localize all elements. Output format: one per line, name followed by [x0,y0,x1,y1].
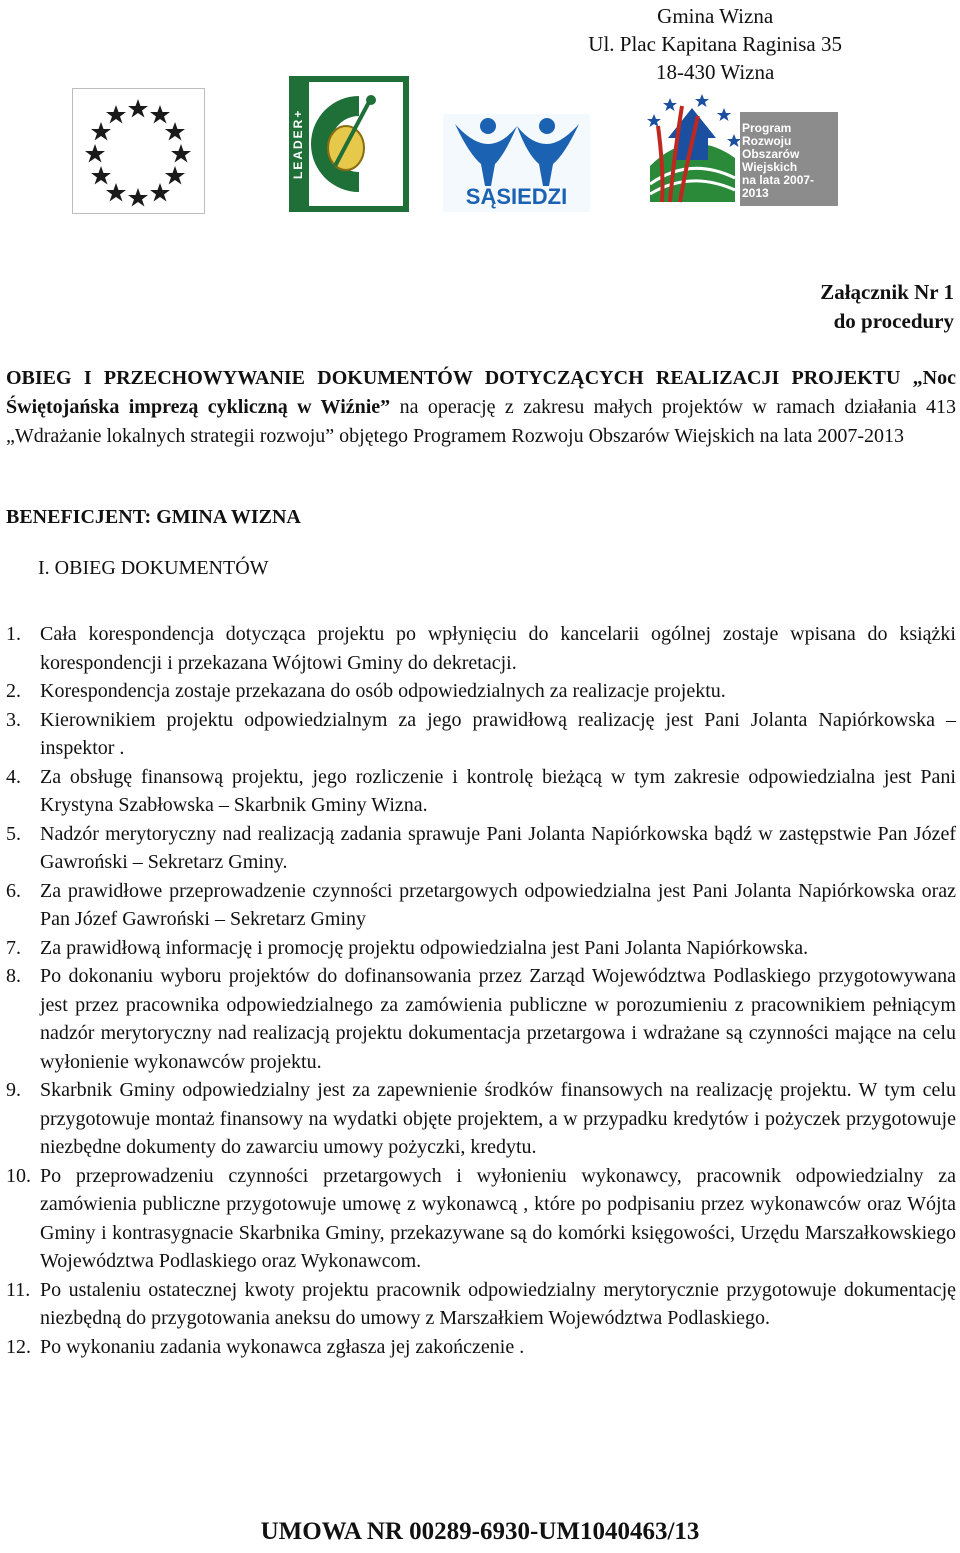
prow-line-5: na lata 2007-2013 [742,173,815,200]
sasiedzi-label: SĄSIEDZI [465,184,568,209]
item-text: Po dokonaniu wyboru projektów do dofinansowania przez Zarząd Województwa Podlaskiego przygotowywana jest przez pracownika odpowiedzialnego za zamówienia publiczne w porozumieniu z pracownikiem pełniącym nadzór merytoryczny nad realizacją projektu dokumentacja przetargowa i wdrażane są czynności mające na celu wyłonienie wykonawców projektu. [40,965,956,1073]
address-line-2: Ul. Plac Kapitana Raginisa 35 [588,32,842,56]
address-line-3: 18-430 Wizna [655,60,775,84]
leader-plus-label: LEADER+ [291,108,305,180]
title-normal: na operację z zakresu małych projektów w ramach działania 413 „Wdrażanie lokalnych strategii rozwoju” objętego Programem Rozwoju Obszarów Wiejskich na lata 2007-2013 [6,396,956,447]
item-text: Cała korespondencja dotycząca projektu po wpłynięciu do kancelarii ogólnej zostaje wpisana do książki korespondencji i przekazana Wójtowi Gminy do dekretacji. [40,623,956,674]
item-number: 2. [6,680,21,702]
list-item [6,1276,956,1333]
item-text: Nadzór merytoryczny nad realizacją zadania sprawuje Pani Jolanta Napiórkowska bądź w zastępstwie Pan Józef Gawroński – Sekretarz Gminy. [40,822,956,873]
item-text: Skarbnik Gminy odpowiedzialny jest za zapewnienie środków finansowych na realizację projektu. W tym celu przygotowuje montaż finansowy na wydatki objęte projektem, a w przypadku kredytów i pożyczek przygotowuje niezbędne dokumenty do zawarciu umowy pożyczki, kredytu. [40,1079,956,1158]
prow-line-4: Wiejskich [742,160,798,174]
list-item [6,877,956,934]
item-text: Za prawidłową informację i promocję projektu odpowiedzialna jest Pani Jolanta Napiórkowska. [40,936,809,959]
item-number: 9. [6,1079,21,1101]
beneficiary: BENEFICJENT: GMINA WIZNA [6,506,301,528]
item-text: Za prawidłowe przeprowadzenie czynności przetargowych odpowiedzialna jest Pani Jolanta Napiórkowska oraz Pan Józef Gawroński – Sekretarz Gminy [40,879,956,930]
leader-plus-icon [289,76,409,212]
sasiedzi-logo [443,114,590,212]
prow-text [742,122,838,200]
list-item [6,620,956,677]
item-text: Korespondencja zostaje przekazana do osób odpowiedzialnych za realizacje projektu. [40,680,726,702]
list-item [6,677,956,706]
item-text: Za obsługę finansową projektu, jego rozliczenie i kontrolę bieżącą w tym zakresie odpowiedzialna jest Pani Krystyna Szabłowska – Skarbnik Gminy Wizna. [40,765,956,816]
annex-line-1: Załącznik Nr 1 [820,280,954,304]
item-number: 11. [6,1278,31,1301]
annex-label [820,278,954,336]
list-item [6,1333,956,1362]
list-item [6,1076,956,1162]
list-item [6,1162,956,1276]
prow-line-2: Rozwoju [742,134,792,148]
logo-bar [0,76,960,216]
list-item [6,706,956,763]
item-number: 4. [6,765,21,788]
procedure-list [6,620,956,1361]
eu-stars-icon [73,89,204,213]
contract-number: UMOWA NR 00289-6930-UM1040463/13 [260,1518,700,1545]
section-heading: I. OBIEG DOKUMENTÓW [38,557,269,579]
item-number: 10. [6,1164,31,1187]
leader-plus-logo [289,76,409,212]
address-line-1: Gmina Wizna [657,4,774,28]
item-text: Kierownikiem projektu odpowiedzialnym za jego prawidłową realizację jest Pani Jolanta Napiórkowska – inspektor . [40,708,956,759]
list-item [6,962,956,1076]
list-item [6,763,956,820]
item-text: Po przeprowadzeniu czynności przetargowych i wyłonieniu wykonawcy, pracownik odpowiedzialny za zamówienia publiczne przygotowuje umowę z wykonawcą , które po podpisaniu przez wykonawców oraz Wójta Gminy i kontrasygnacie Skarbnika Gminy, przekazywane są do komórki księgowości, Urzędu Marszałkowskiego Województwa Podlaskiego oraz Wykonawcom. [40,1164,956,1272]
item-number: 1. [6,623,21,645]
item-number: 3. [6,708,21,731]
document-title [6,364,956,451]
address-block [588,2,842,86]
prow-line-3: Obszarów [742,147,800,161]
title-bold: OBIEG I PRZECHOWYWANIE DOKUMENTÓW DOTYCZĄCYCH REALIZACJI PROJEKTU „Noc Świętojańska imprezą cykliczną w Wiźnie” [6,367,956,418]
item-number: 8. [6,965,21,987]
annex-line-2: do procedury [833,309,954,333]
item-number: 6. [6,879,21,902]
eu-flag-logo [72,88,205,214]
item-number: 12. [6,1335,31,1358]
item-number: 5. [6,822,21,845]
item-text: Po ustaleniu ostatecznej kwoty projektu pracownik odpowiedzialny merytorycznie przygotowuje dokumentację niezbędną do przygotowania aneksu do umowy z Marszałkiem Województwa Podlaskiego. [40,1278,956,1329]
item-number: 7. [6,936,21,959]
prow-line-1: Program [742,121,792,135]
prow-logo [640,86,840,208]
item-text: Po wykonaniu zadania wykonawca zgłasza jej zakończenie . [40,1335,525,1358]
list-item [6,820,956,877]
list-item [6,934,956,963]
